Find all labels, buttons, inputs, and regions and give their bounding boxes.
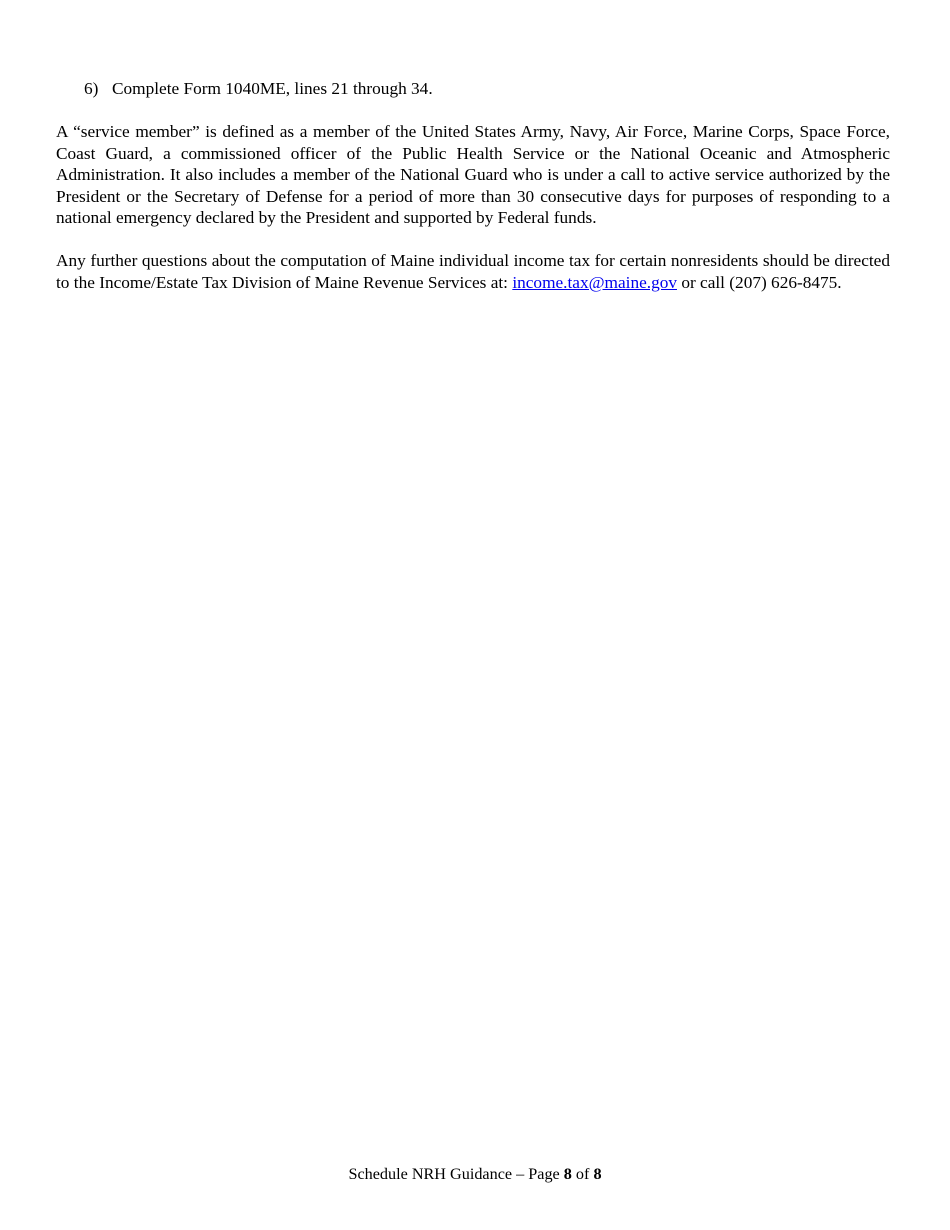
list-item-6	[84, 78, 890, 100]
contact-text-after-link: or call (207) 626-8475.	[677, 272, 842, 292]
email-link[interactable]: income.tax@maine.gov	[512, 272, 677, 292]
contact-paragraph	[56, 250, 890, 293]
list-item-number: 6)	[84, 79, 99, 98]
footer-current-page: 8	[563, 1165, 572, 1183]
contact-text-before-link: Any further questions about the computation of Maine individual income tax for certain nonresidents should be directed to the Income/Estate Tax Division of Maine Revenue Services at:	[56, 251, 890, 292]
footer-prefix: Schedule NRH Guidance – Page	[348, 1165, 564, 1183]
page-footer	[0, 1164, 950, 1184]
service-member-definition-paragraph: A “service member” is defined as a member of the United States Army, Navy, Air Force, Marine Corps, Space Force, Coast Guard, a commissioned officer of the Public Health Service or the National Oceanic and Atmospheric Administration. It also includes a member of the National Guard who is under a call to active service authorized by the President or the Secretary of Defense for a period of more than 30 consecutive days for purposes of responding to a national emergency declared by the President and supported by Federal funds.	[56, 122, 890, 228]
list-item-text: Complete Form 1040ME, lines 21 through 34.	[112, 79, 433, 98]
footer-of-text: of	[571, 1165, 594, 1183]
footer-total-pages: 8	[593, 1165, 602, 1183]
